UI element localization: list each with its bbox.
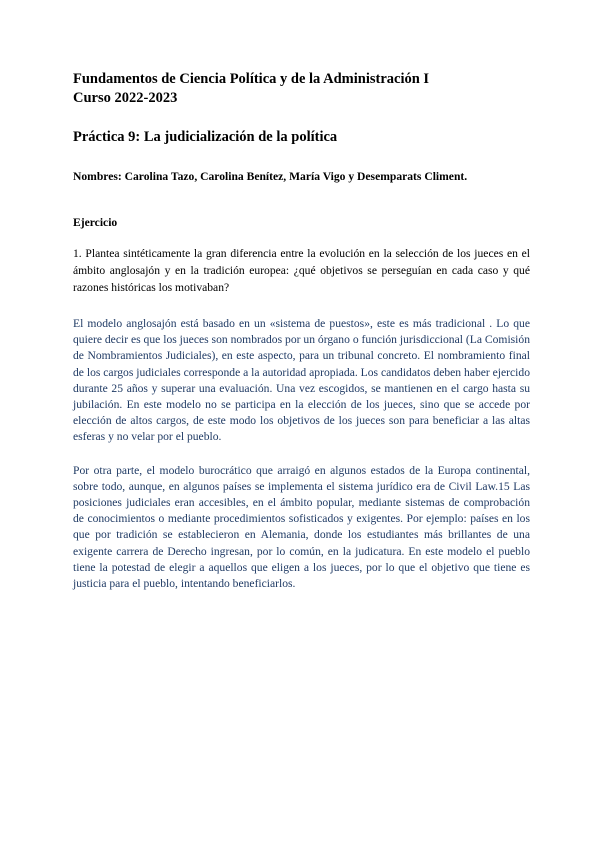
answer-paragraph-2: Por otra parte, el modelo burocrático que arraigó en algunos estados de la Europa continental, sobre todo, aunque, en algunos países se implementa el sistema jurídico era de Civil Law.15 Las posiciones judiciales eran accesibles, en el ámbito popular, mediante sistemas de comprobación de conocimientos o mediante procedimientos sofisticados y exigentes. Por ejemplo: países en los que por tradición se establecieron en Alemania, donde los estudiantes más brillantes de una exigente carrera de Derecho ingresan, por lo común, en la judicatura. En este modelo el pueblo tiene la potestad de elegir a aquellos que eligen a los jueces, por lo que el objetivo que tiene es justicia para el pueblo, intentando beneficiarlos.	[73, 463, 530, 591]
answer-paragraph-1: El modelo anglosajón está basado en un «sistema de puestos», este es más tradicional . Lo que quiere decir es que los jueces son nombrados por un órgano o función jurisdiccional (La Comisión de Nombramientos Judiciales), en este aspecto, para un tribunal concreto. El nombramiento final de los cargos judiciales corresponde a la autoridad apropiada. Los candidatos deben haber ejercido durante 25 años y superar una evaluación. Una vez escogidos, se mantienen en el cargo hasta su jubilación. En este modelo no se participa en la elección de los jueces, sino que se accede por elección de altos cargos, de este modo los objetivos de los jueces son para beneficiar a las altas esferas y no velar por el pueblo.	[73, 317, 530, 444]
question-text: 1. Plantea sintéticamente la gran diferencia entre la evolución en la selección de los jueces en el ámbito anglosajón y en la tradición europea: ¿qué objetivos se perseguían en cada caso y qué razones históricas los motivaban?	[73, 247, 530, 294]
course-title: Fundamentos de Ciencia Política y de la Administración I	[73, 71, 430, 87]
author-names: Nombres: Carolina Tazo, Carolina Benítez, María Vigo y Desemparats Climent.	[73, 170, 468, 183]
exercise-heading: Ejercicio	[73, 216, 118, 229]
practice-title: Práctica 9: La judicialización de la política	[73, 129, 338, 145]
course-year: Curso 2022-2023	[73, 90, 178, 106]
document-page	[73, 70, 530, 592]
